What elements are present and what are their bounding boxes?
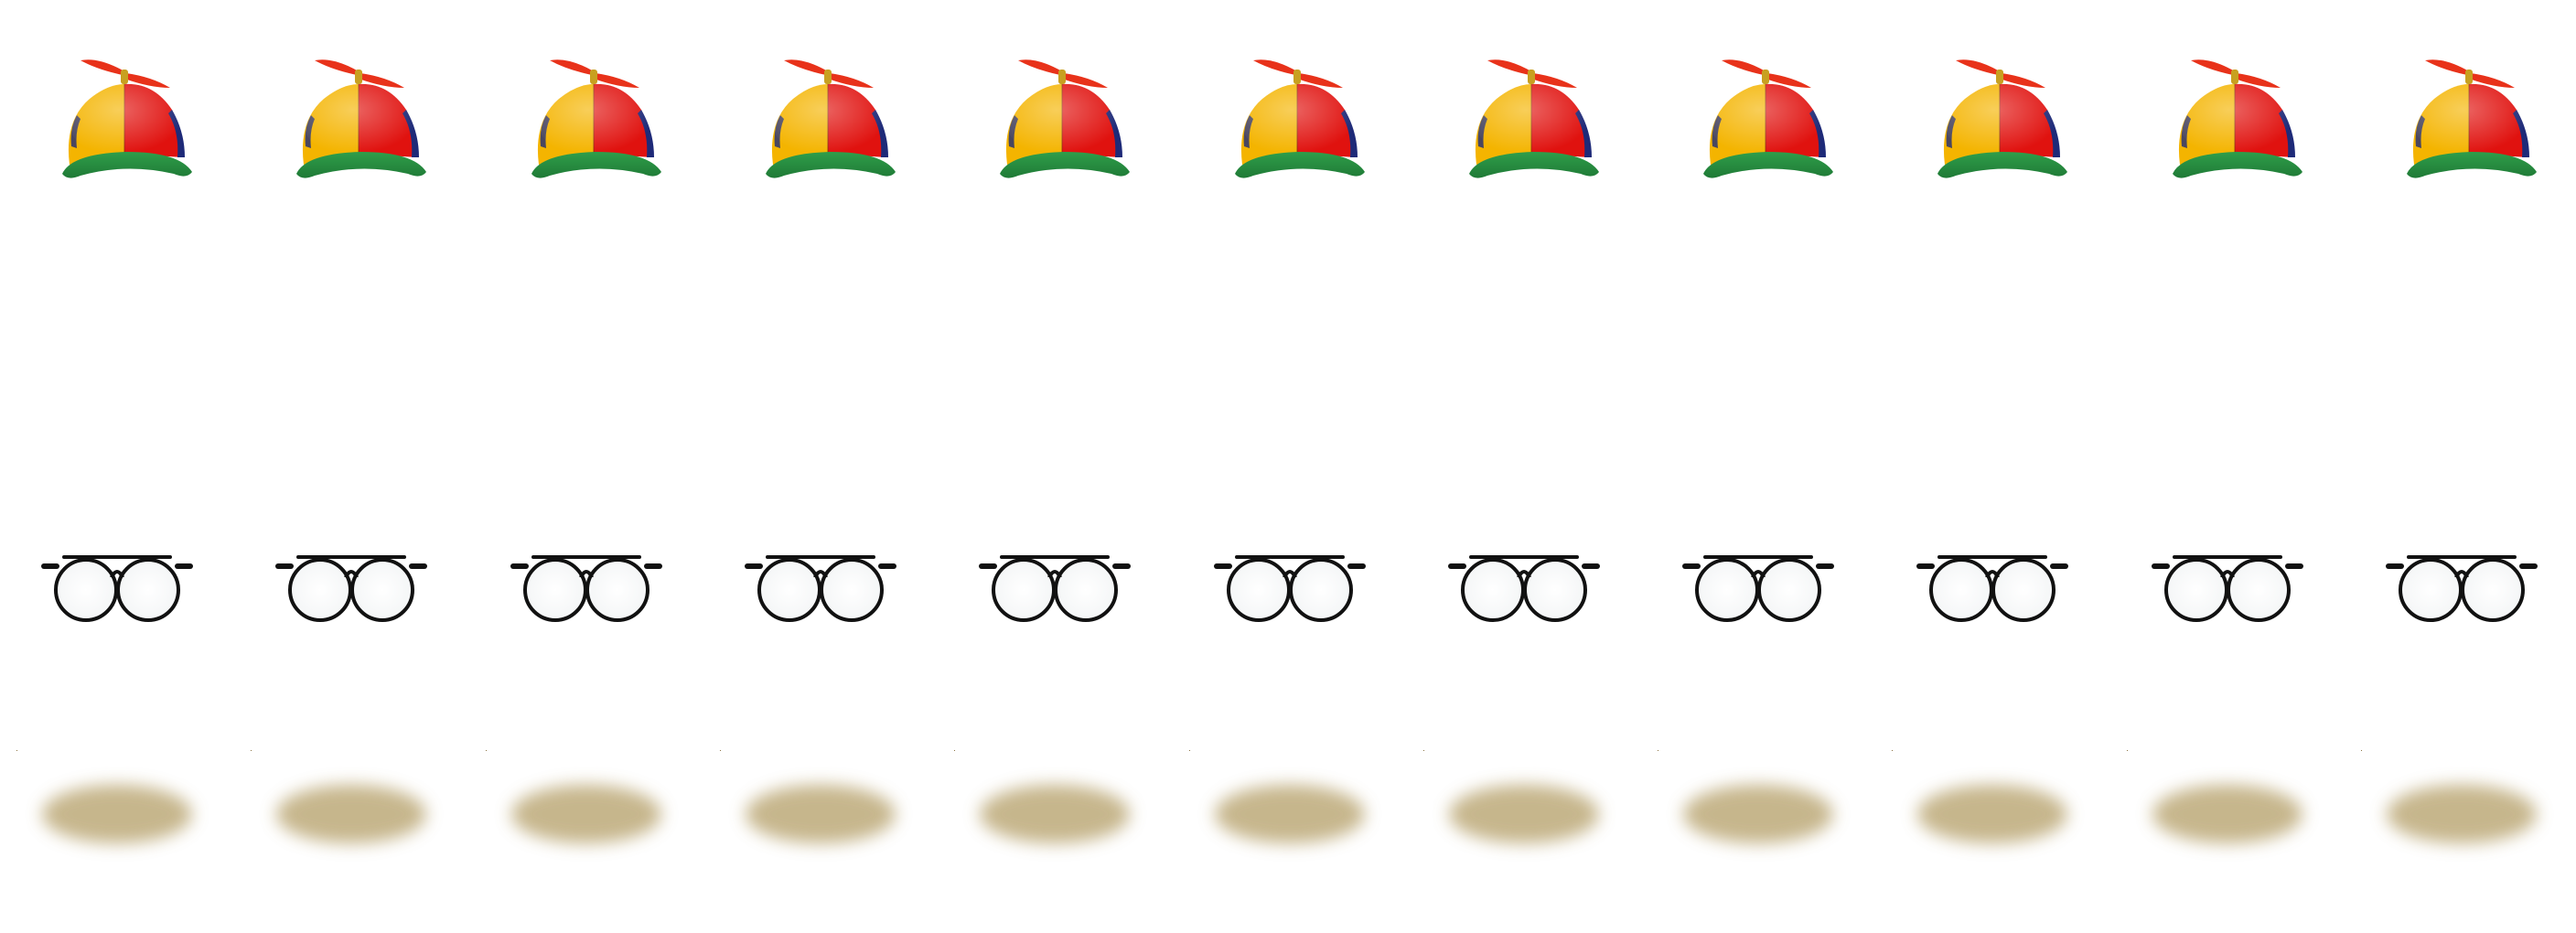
propeller-beanie-icon bbox=[2127, 37, 2328, 192]
round-glasses-icon bbox=[1189, 526, 1390, 645]
propeller-beanie-icon bbox=[486, 37, 687, 192]
round-glasses-icon bbox=[1423, 526, 1625, 645]
propeller-beanie-icon bbox=[1189, 37, 1390, 192]
stubble-patch-icon bbox=[954, 750, 1155, 878]
stubble-patch-icon bbox=[251, 750, 452, 878]
stubble-patch-icon bbox=[1658, 750, 1859, 878]
propeller-beanie-row bbox=[0, 37, 2576, 192]
round-glasses-icon bbox=[486, 526, 687, 645]
stubble-row bbox=[0, 750, 2576, 878]
round-glasses-icon bbox=[1892, 526, 2093, 645]
round-glasses-icon bbox=[954, 526, 1155, 645]
propeller-beanie-icon bbox=[1658, 37, 1859, 192]
propeller-beanie-icon bbox=[720, 37, 921, 192]
propeller-beanie-icon bbox=[954, 37, 1155, 192]
propeller-beanie-icon bbox=[16, 37, 218, 192]
stubble-patch-icon bbox=[16, 750, 218, 878]
stubble-patch-icon bbox=[1423, 750, 1625, 878]
round-glasses-icon bbox=[2361, 526, 2562, 645]
round-glasses-icon bbox=[16, 526, 218, 645]
round-glasses-icon bbox=[251, 526, 452, 645]
propeller-beanie-icon bbox=[1892, 37, 2093, 192]
stubble-patch-icon bbox=[1892, 750, 2093, 878]
stubble-patch-icon bbox=[720, 750, 921, 878]
round-glasses-icon bbox=[2127, 526, 2328, 645]
round-glasses-icon bbox=[720, 526, 921, 645]
stubble-patch-icon bbox=[486, 750, 687, 878]
stubble-patch-icon bbox=[2127, 750, 2328, 878]
propeller-beanie-icon bbox=[2361, 37, 2562, 192]
propeller-beanie-icon bbox=[251, 37, 452, 192]
glasses-row bbox=[0, 526, 2576, 645]
propeller-beanie-icon bbox=[1423, 37, 1625, 192]
stubble-patch-icon bbox=[1189, 750, 1390, 878]
stubble-patch-icon bbox=[2361, 750, 2562, 878]
round-glasses-icon bbox=[1658, 526, 1859, 645]
